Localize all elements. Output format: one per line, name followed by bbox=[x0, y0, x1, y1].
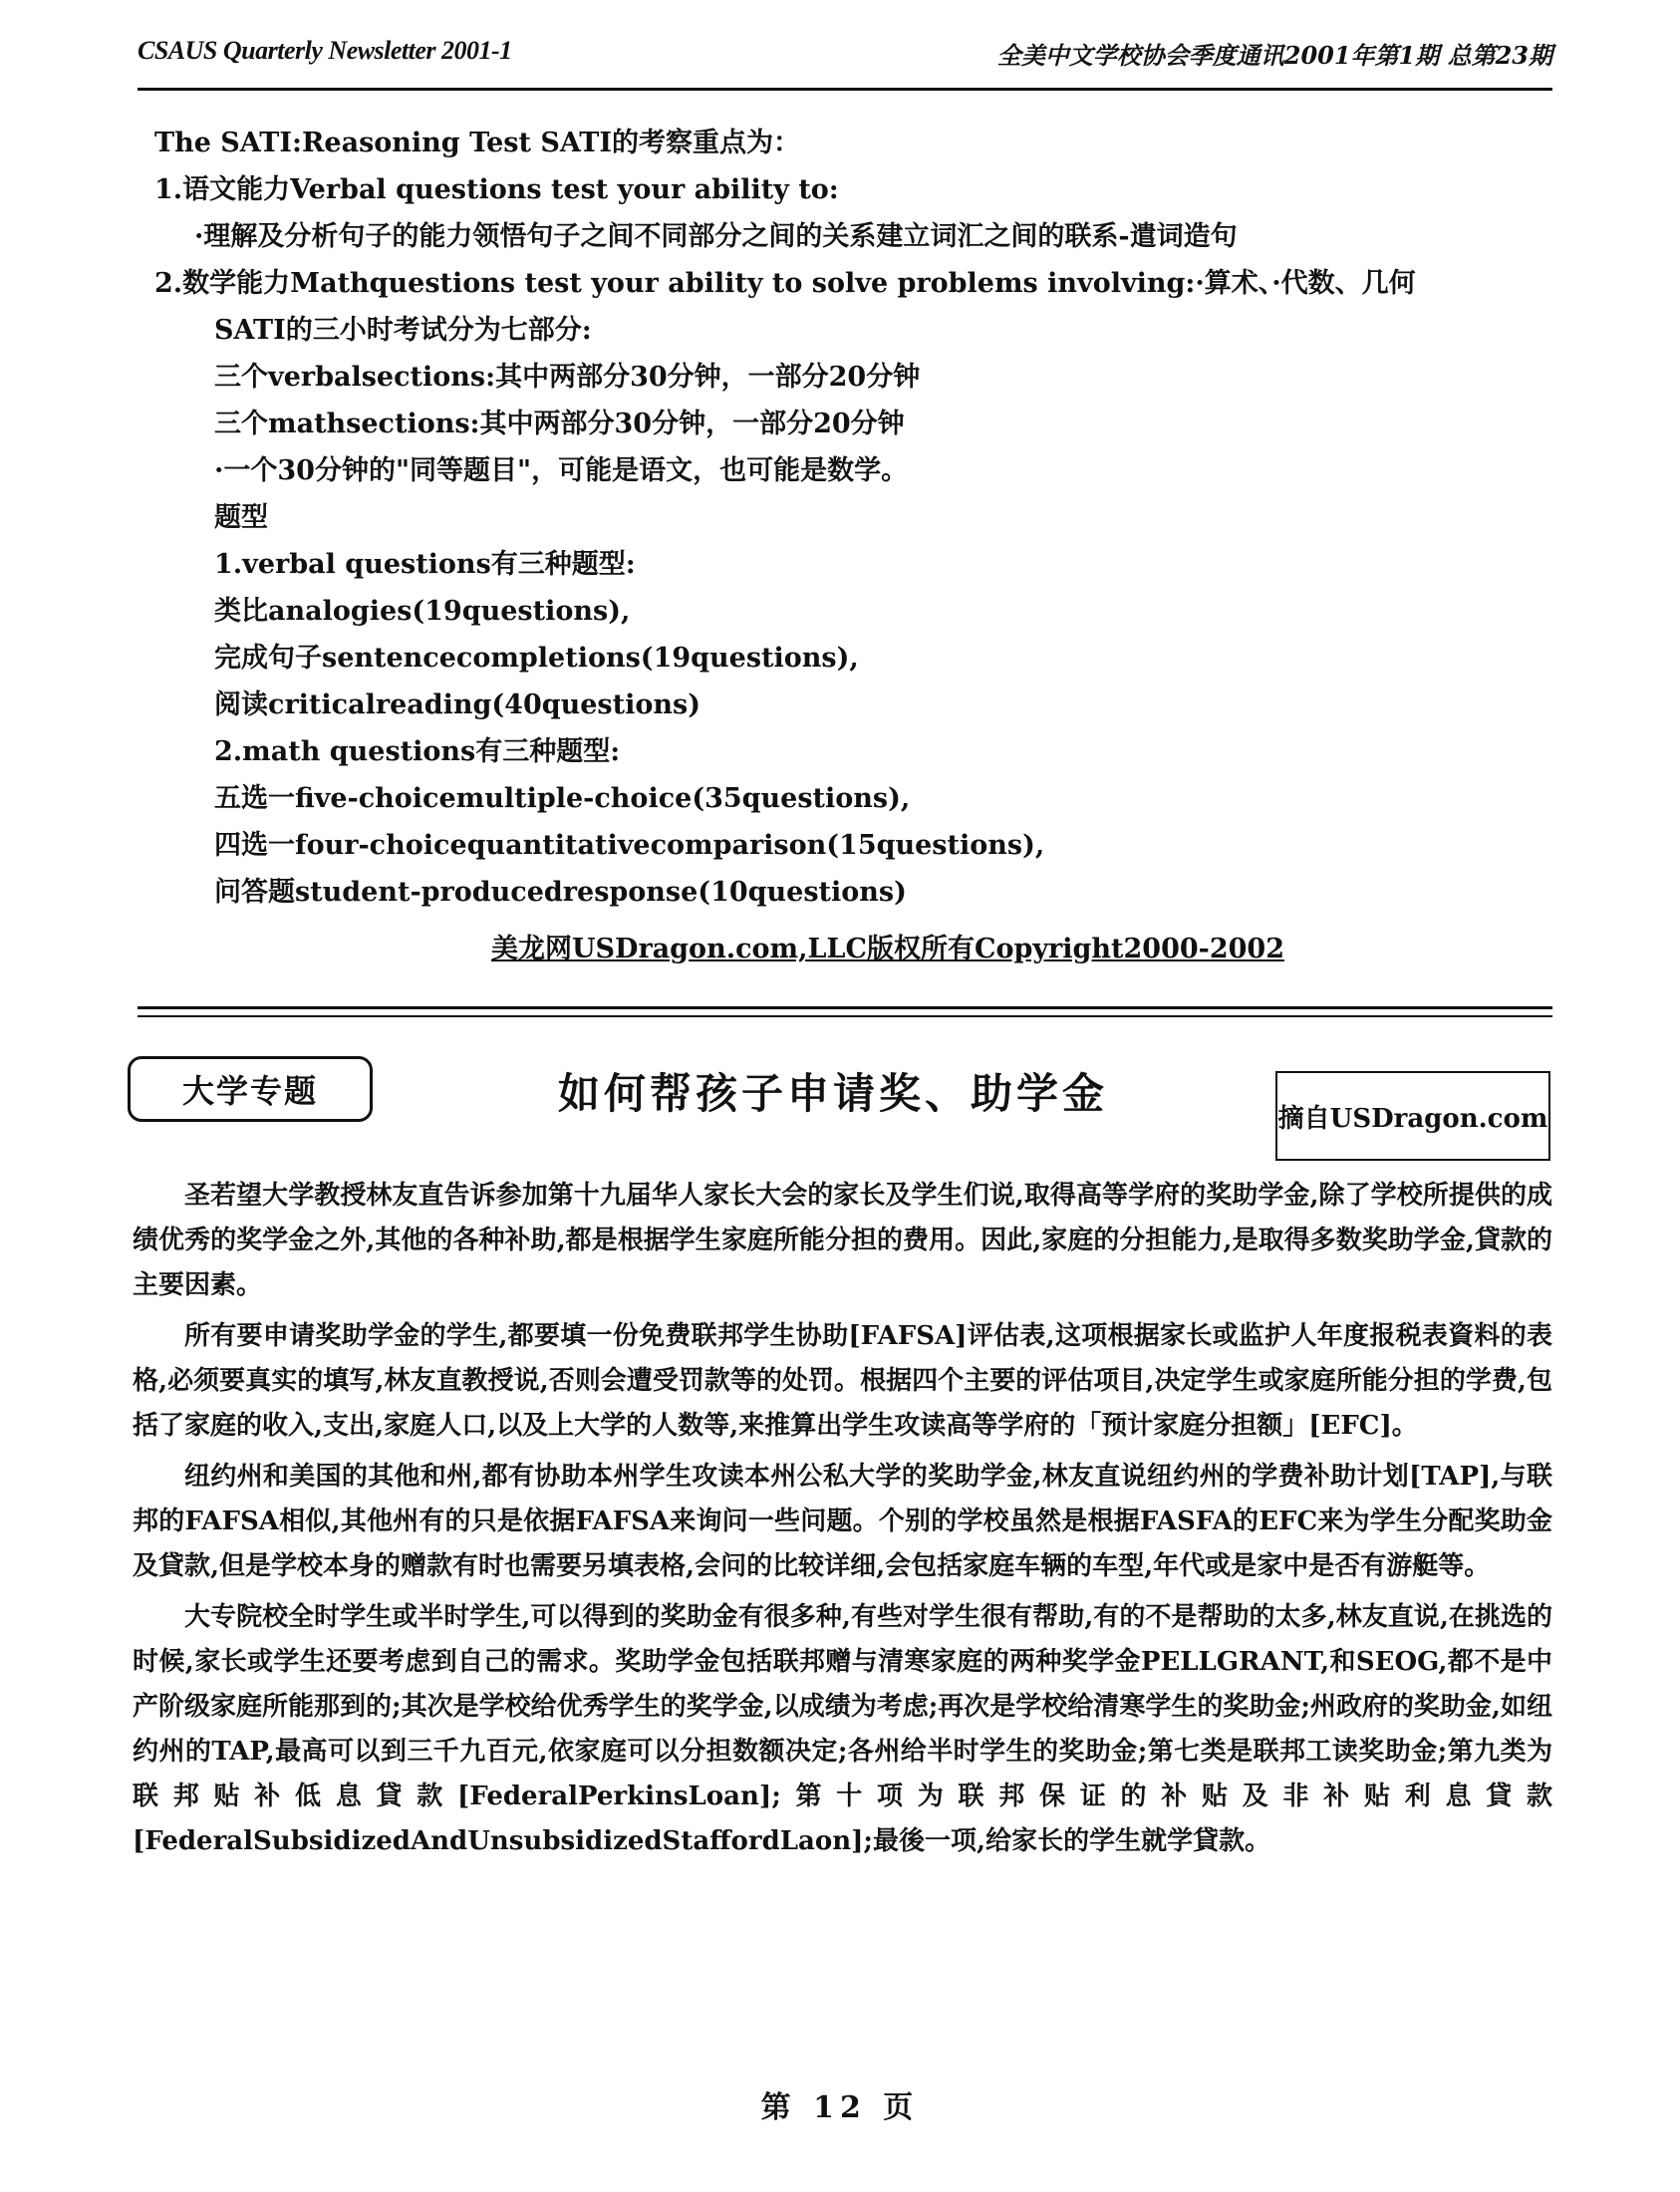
copyright-notice: 美龙网USDragon.com,LLC版权所有Copyright2000-2002 bbox=[491, 934, 1284, 964]
sat-verbal-heading: 1.语文能力Verbal questions test your ability to: bbox=[154, 174, 839, 205]
math-types-heading: 2.math questions有三种题型: bbox=[214, 736, 621, 767]
math-type-comparison: 四选一four-choicequantitativecomparison(15questions), bbox=[214, 830, 1045, 861]
math-type-multiple-choice: 五选一five-choicemultiple-choice(35questions), bbox=[214, 783, 911, 814]
verbal-types-heading: 1.verbal questions有三种题型: bbox=[214, 549, 636, 580]
sat-section bbox=[154, 120, 1549, 916]
sat-intro: The SATI:Reasoning Test SATI的考察重点为： bbox=[154, 128, 801, 158]
sat-verbal-sections: 三个verbalsections:其中两部分30分钟，一部分20分钟 bbox=[214, 362, 921, 393]
verbal-type-reading: 阅读criticalreading(40questions) bbox=[214, 689, 700, 720]
page-header bbox=[138, 36, 1552, 76]
verbal-type-completions: 完成句子sentencecompletions(19questions), bbox=[214, 643, 859, 674]
article-paragraph: 纽约州和美国的其他和州,都有协助本州学生攻读本州公私大学的奖助学金,林友直说纽约州的学费补助计划[TAP],与联邦的FAFSA相似,其他州有的只是依据FAFSA来询问一些问题。个别的学校虽然是根据FASFA的EFC来为学生分配奖助金及貸款,但是学校本身的赠款有时也需要另填表格,会问的比较详细,会包括家庭车辆的车型,年代或是家中是否有游艇等。 bbox=[133, 1462, 1552, 1581]
question-types-heading: 题型 bbox=[214, 502, 268, 533]
sat-verbal-skills: ·理解及分析句子的能力领悟句子之间不同部分之间的关系建立词汇之间的联系-遣词造句 bbox=[194, 221, 1238, 252]
sat-equating-section: ·一个30分钟的"同等题目"，可能是语文，也可能是数学。 bbox=[214, 455, 909, 486]
math-type-student-response: 问答题student-producedresponse(10questions) bbox=[214, 877, 907, 908]
article-paragraph: 所有要申请奖助学金的学生,都要填一份免费联邦学生协助[FAFSA]评估表,这项根据家长或监护人年度报税表資料的表格,必须要真实的填写,林友直教授说,否则会遭受罚款等的处罚。根据四个主要的评估项目,决定学生或家庭所能分担的学费,包括了家庭的收入,支出,家庭人口,以及上大学的人数等,来推算出学生攻读高等学府的「预计家庭分担额」[EFC]。 bbox=[133, 1321, 1552, 1441]
sat-math-heading: 2.数学能力Mathquestions test your ability to solve problems involving:·算术、·代数、几何 bbox=[154, 268, 1416, 299]
article-paragraph: 大专院校全时学生或半时学生,可以得到的奖助金有很多种,有些对学生很有帮助,有的不是帮助的太多,林友直说,在挑选的时候,家长或学生还要考虑到自己的需求。奖助学金包括联邦赠与清寒家庭的两种奖学金PELLGRANT,和SEOG,都不是中产阶级家庭所能那到的;其次是学校给优秀学生的奖学金,以成绩为考虑;再次是学校给清寒学生的奖助金;州政府的奖助金,如纽约州的TAP,最高可以到三千九百元,依家庭可以分担数额决定;各州给半时学生的奖助金;第七类是联邦工读奖助金;第九类为联邦贴补低息貸款[FederalPerkinsLoan];第十项为联邦保证的补贴及非补贴利息貸款[FederalSubsidizedAndUnsubsidizedStaffordLaon];最後一项,给家长的学生就学貸款。 bbox=[133, 1602, 1552, 1856]
verbal-type-analogies: 类比analogies(19questions), bbox=[214, 596, 631, 627]
article-body bbox=[133, 1174, 1552, 1870]
issue-info: 全美中文学校协会季度通讯2001年第1期 总第23期 bbox=[996, 41, 1552, 70]
article-paragraph: 圣若望大学教授林友直告诉参加第十九届华人家长大会的家长及学生们说,取得高等学府的奖助学金,除了学校所提供的成绩优秀的奖学金之外,其他的各种补助,都是根据学生家庭所能分担的费用。因此,家庭的分担能力,是取得多数奖助学金,貸款的主要因素。 bbox=[133, 1181, 1552, 1300]
sat-math-sections: 三个mathsections:其中两部分30分钟，一部分20分钟 bbox=[214, 409, 905, 439]
section-tag: 大学专题 bbox=[128, 1056, 373, 1122]
article-source: 摘自USDragon.com bbox=[1275, 1071, 1550, 1161]
section-divider-bottom bbox=[138, 1015, 1552, 1017]
newsletter-title: CSAUS Quarterly Newsletter 2001-1 bbox=[138, 36, 512, 65]
header-rule bbox=[138, 88, 1552, 91]
section-divider-top bbox=[138, 1006, 1552, 1009]
sat-structure: SATI的三小时考试分为七部分: bbox=[214, 315, 592, 346]
article-title: 如何帮孩子申请奖、助学金 bbox=[558, 1069, 1109, 1118]
page-number: 第 12 页 bbox=[760, 2090, 920, 2125]
